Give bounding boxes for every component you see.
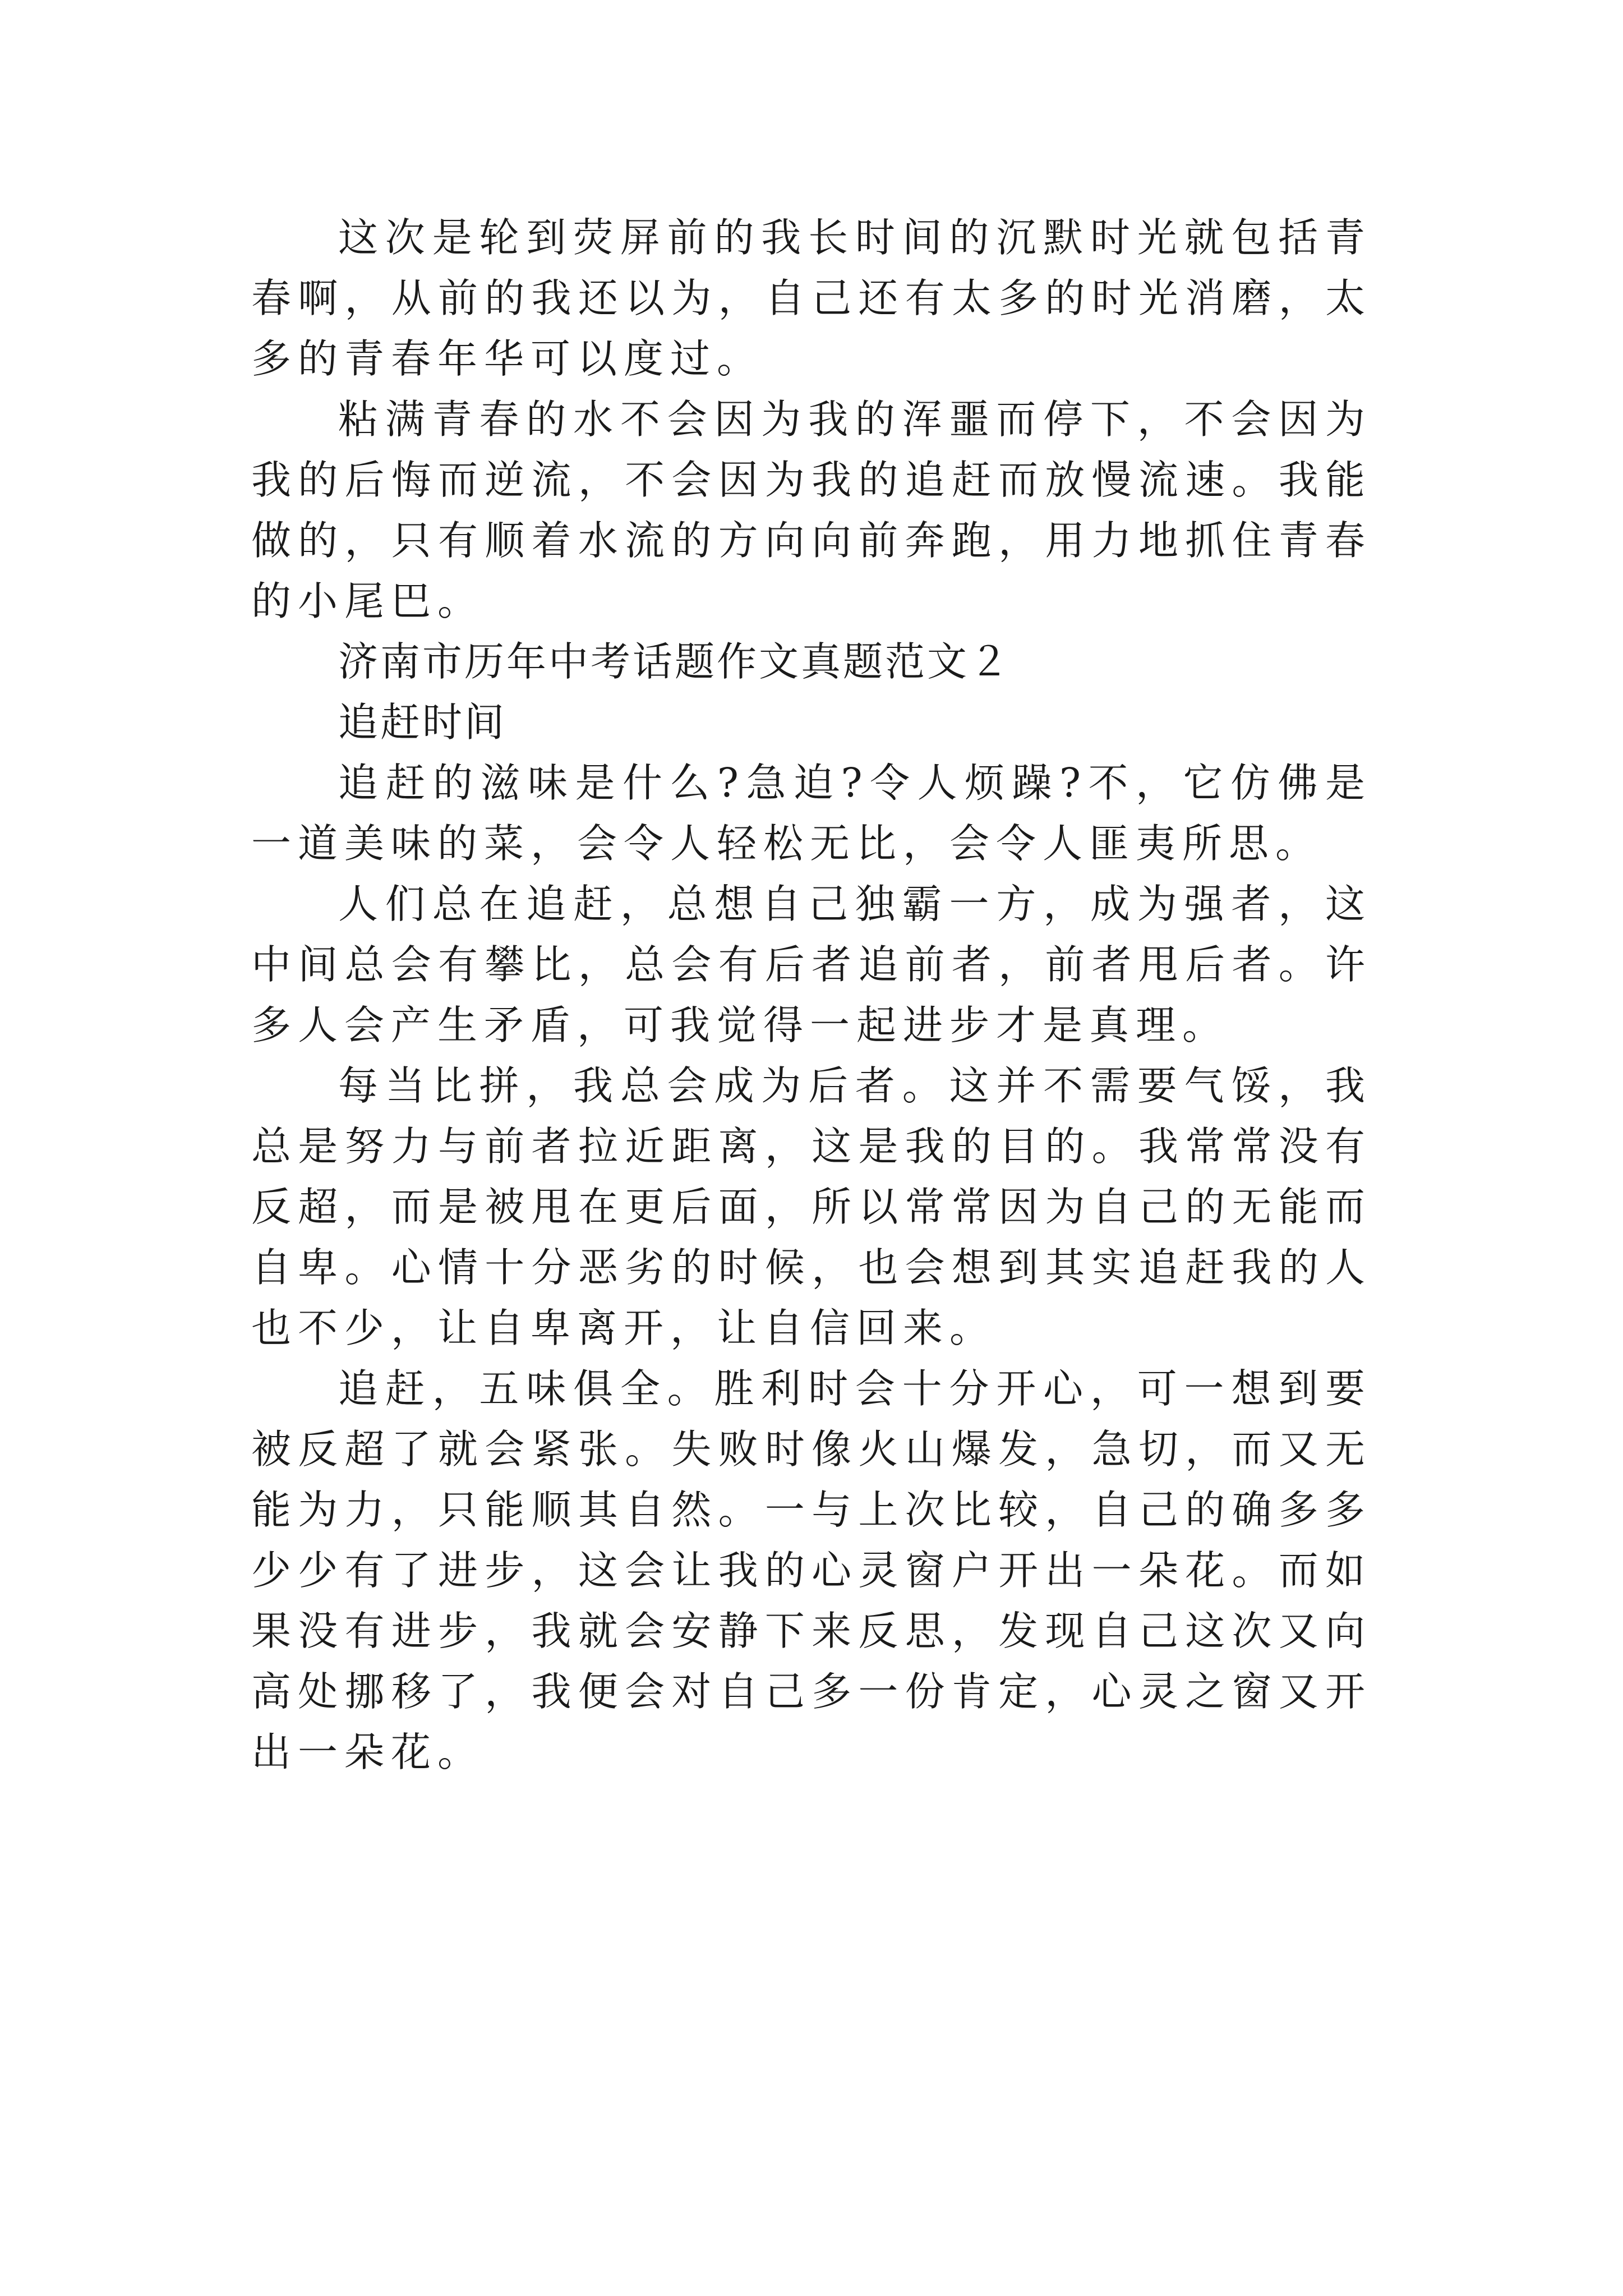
- document-body: [251, 208, 1372, 1783]
- paragraph: 这次是轮到荧屏前的我长时间的沉默时光就包括青春啊，从前的我还以为，自己还有太多的时光消磨，太多的青春年华可以度过。: [251, 214, 1372, 382]
- essay-title: 追赶时间: [338, 699, 507, 746]
- paragraph: 每当比拼，我总会成为后者。这并不需要气馁，我总是努力与前者拉近距离，这是我的目的。我常常没有反超，而是被甩在更后面，所以常常因为自己的无能而自卑。心情十分恶劣的时候，也会想到其实追赶我的人也不少，让自卑离开，让自信回来。: [251, 1062, 1372, 1351]
- paragraph: 追赶，五味俱全。胜利时会十分开心，可一想到要被反超了就会紧张。失败时像火山爆发，急切，而又无能为力，只能顺其自然。一与上次比较，自己的确多多少少有了进步，这会让我的心灵窗户开出一朵花。而如果没有进步，我就会安静下来反思，发现自己这次又向高处挪移了，我便会对自己多一份肯定，心灵之窗又开出一朵花。: [251, 1365, 1372, 1775]
- essay-heading: 济南市历年中考话题作文真题范文２: [338, 638, 1012, 685]
- paragraph: 人们总在追赶，总想自己独霸一方，成为强者，这中间总会有攀比，总会有后者追前者，前者甩后者。许多人会产生矛盾，可我觉得一起进步才是真理。: [251, 881, 1372, 1048]
- paragraph: 粘满青春的水不会因为我的浑噩而停下，不会因为我的后悔而逆流，不会因为我的追赶而放慢流速。我能做的，只有顺着水流的方向向前奔跑，用力地抓住青春的小尾巴。: [251, 396, 1372, 624]
- paragraph: 追赶的滋味是什么?急迫?令人烦躁?不，它仿佛是一道美味的菜，会令人轻松无比，会令人匪夷所思。: [251, 760, 1372, 867]
